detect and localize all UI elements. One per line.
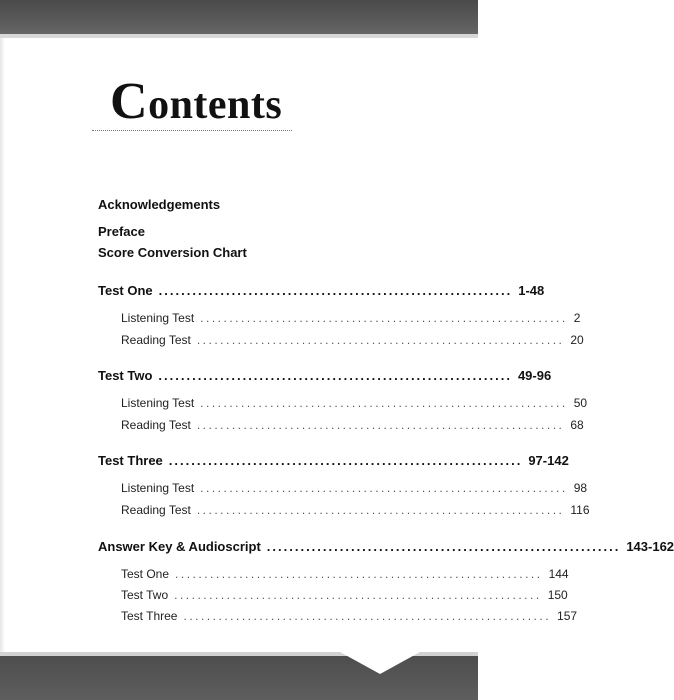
section-label: Answer Key & Audioscript — [98, 539, 261, 554]
item-label: Listening Test — [121, 311, 195, 325]
toc-section-test-one[interactable] — [98, 282, 545, 300]
footer-notch — [340, 652, 420, 674]
item-label: Test Two — [121, 588, 169, 602]
dot-leader: ............................................................... — [174, 588, 542, 602]
item-label: Listening Test — [121, 481, 195, 495]
toc-preface[interactable]: Preface — [98, 224, 145, 239]
toc-score-conversion-chart[interactable]: Score Conversion Chart — [98, 245, 247, 260]
item-label: Test One — [121, 567, 170, 581]
item-page: 157 — [557, 609, 578, 623]
title-rest: ontents — [148, 82, 283, 128]
section-pages: 143-162 — [626, 539, 674, 554]
dot-leader: ............................................................... — [200, 311, 568, 325]
dot-leader: ............................................................... — [183, 609, 552, 623]
section-label: Test Two — [98, 368, 153, 383]
item-page: 116 — [570, 503, 590, 517]
dot-leader: ............................................................... — [175, 567, 543, 581]
item-page: 50 — [573, 396, 588, 410]
item-label: Reading Test — [121, 333, 191, 347]
toc-section-test-three[interactable] — [98, 452, 569, 470]
toc-item-listening-test[interactable] — [121, 395, 588, 411]
toc-item-reading-test[interactable] — [121, 502, 590, 518]
toc-item-test-one[interactable] — [121, 566, 569, 582]
toc-item-reading-test[interactable] — [121, 332, 584, 348]
item-page: 144 — [548, 567, 569, 581]
item-page: 150 — [547, 588, 568, 602]
dot-leader: ............................................................... — [196, 333, 565, 347]
item-page: 98 — [573, 481, 588, 495]
dot-leader: ............................................................... — [168, 453, 523, 468]
section-label: Test One — [98, 283, 153, 298]
item-label: Reading Test — [121, 503, 191, 517]
item-label: Listening Test — [121, 396, 195, 410]
toc-section-test-two[interactable] — [98, 367, 552, 385]
header-bar — [0, 0, 478, 38]
dot-leader: ............................................................... — [196, 418, 565, 432]
title-initial: C — [110, 73, 149, 130]
dot-leader: ............................................................... — [158, 368, 512, 383]
section-pages: 97-142 — [528, 453, 569, 468]
item-label: Reading Test — [121, 418, 191, 432]
dot-leader: ............................................................... — [200, 481, 568, 495]
toc-acknowledgements[interactable]: Acknowledgements — [98, 197, 221, 212]
header-bar-edge — [0, 34, 478, 38]
toc-item-listening-test[interactable] — [121, 480, 588, 496]
page-left-edge — [0, 38, 5, 652]
dot-leader: ............................................................... — [196, 503, 565, 517]
title-underline — [92, 130, 292, 131]
item-page: 20 — [570, 333, 584, 347]
section-pages: 49-96 — [517, 368, 552, 383]
item-label: Test Three — [121, 609, 178, 623]
section-pages: 1-48 — [518, 283, 545, 298]
section-label: Test Three — [98, 453, 163, 468]
toc-item-reading-test[interactable] — [121, 417, 584, 433]
page-title — [110, 74, 282, 133]
toc-item-listening-test[interactable] — [121, 310, 581, 326]
toc-item-test-two[interactable] — [121, 587, 568, 603]
dot-leader: ............................................................... — [200, 396, 568, 410]
toc-section-answer-key[interactable] — [98, 538, 674, 556]
dot-leader: ............................................................... — [266, 539, 621, 554]
item-page: 2 — [573, 311, 581, 325]
item-page: 68 — [570, 418, 584, 432]
dot-leader: ............................................................... — [158, 283, 513, 298]
toc-item-test-three[interactable] — [121, 608, 578, 624]
